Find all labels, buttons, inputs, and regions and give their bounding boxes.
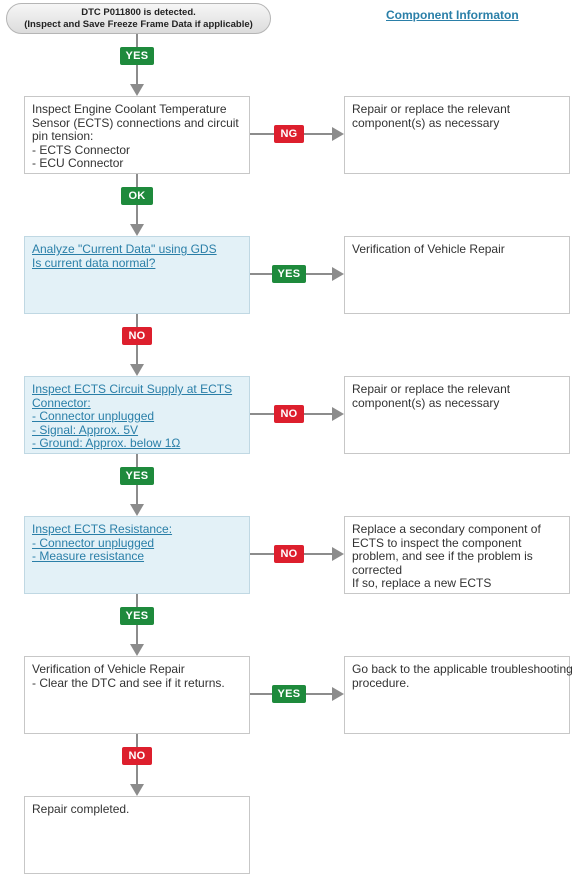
ground-link[interactable]: - Ground: Approx. below 1Ω (32, 436, 181, 450)
arrow-right-5 (332, 687, 344, 701)
step-inspect-circuit-supply (24, 376, 250, 454)
step-text: Verification of Vehicle Repair (32, 662, 185, 676)
badge-yes: YES (272, 265, 306, 283)
result-text: Go back to the applicable troubleshooting (352, 662, 573, 676)
connector-unplugged-link[interactable]: - Connector unplugged (32, 409, 155, 423)
badge-no: NO (122, 327, 152, 345)
badge-ng: NG (274, 125, 304, 143)
badge-yes: YES (120, 467, 154, 485)
result-text: Replace a secondary component of (352, 522, 541, 536)
result-repair-replace (344, 376, 570, 454)
result-repair-replace (344, 96, 570, 174)
result-text: Repair or replace the relevant (352, 102, 511, 116)
result-go-back (344, 656, 573, 734)
step-repair-completed (24, 796, 250, 874)
component-information-link[interactable]: Component Informaton (386, 8, 519, 22)
inspect-resistance-link[interactable]: Inspect ECTS Resistance: (32, 522, 173, 536)
signal-link[interactable]: - Signal: Approx. 5V (32, 422, 139, 437)
badge-yes: YES (120, 47, 154, 65)
start-line-1: DTC P011800 is detected. (81, 7, 196, 18)
analyze-current-data-link[interactable]: Analyze "Current Data" using GDS (32, 242, 217, 256)
step-text: Sensor (ECTS) connections and circuit (32, 115, 239, 130)
result-replace-secondary (344, 516, 570, 594)
result-text: Repair or replace the relevant (352, 382, 511, 396)
step-text: Inspect Engine Coolant Temperature (32, 102, 227, 116)
step-text: - Clear the DTC and see if it returns. (32, 675, 225, 690)
connector-unplugged-link[interactable]: - Connector unplugged (32, 535, 155, 550)
step-inspect-resistance (24, 516, 250, 594)
step-analyze-current-data (24, 236, 250, 314)
arrow-right-1 (332, 127, 344, 141)
arrow-down-2 (130, 224, 144, 236)
step-inspect-connections (24, 96, 250, 174)
circuit-supply-link[interactable]: Inspect ECTS Circuit Supply at ECTS (32, 382, 233, 396)
badge-yes: YES (120, 607, 154, 625)
start-node (6, 3, 271, 34)
step-text: pin tension: (32, 129, 94, 143)
arrow-down-3 (130, 364, 144, 376)
result-text: procedure. (352, 675, 410, 690)
badge-yes: YES (272, 685, 306, 703)
measure-resistance-link[interactable]: - Measure resistance (32, 549, 145, 563)
result-verification (344, 236, 570, 314)
badge-no: NO (122, 747, 152, 765)
badge-no: NO (274, 405, 304, 423)
result-text: problem, and see if the problem is (352, 549, 533, 563)
result-text: corrected (352, 562, 403, 577)
circuit-supply-link[interactable]: Connector: (32, 395, 91, 410)
result-text: component(s) as necessary (352, 115, 500, 130)
result-text: ECTS to inspect the component (352, 535, 522, 550)
step-verification (24, 656, 250, 734)
result-text: component(s) as necessary (352, 395, 500, 410)
arrow-down-4 (130, 504, 144, 516)
step-text: Repair completed. (32, 802, 130, 816)
result-text: Verification of Vehicle Repair (352, 242, 505, 256)
start-line-2: (Inspect and Save Freeze Frame Data if applicable) (24, 19, 253, 30)
arrow-down-6 (130, 784, 144, 796)
current-data-normal-link[interactable]: Is current data normal? (32, 255, 156, 270)
arrow-down-1 (130, 84, 144, 96)
arrow-right-2 (332, 267, 344, 281)
arrow-right-4 (332, 547, 344, 561)
arrow-down-5 (130, 644, 144, 656)
step-text: - ECTS Connector (32, 142, 131, 157)
badge-no: NO (274, 545, 304, 563)
step-text: - ECU Connector (32, 156, 124, 170)
badge-ok: OK (121, 187, 153, 205)
result-text: If so, replace a new ECTS (352, 576, 492, 590)
arrow-right-3 (332, 407, 344, 421)
